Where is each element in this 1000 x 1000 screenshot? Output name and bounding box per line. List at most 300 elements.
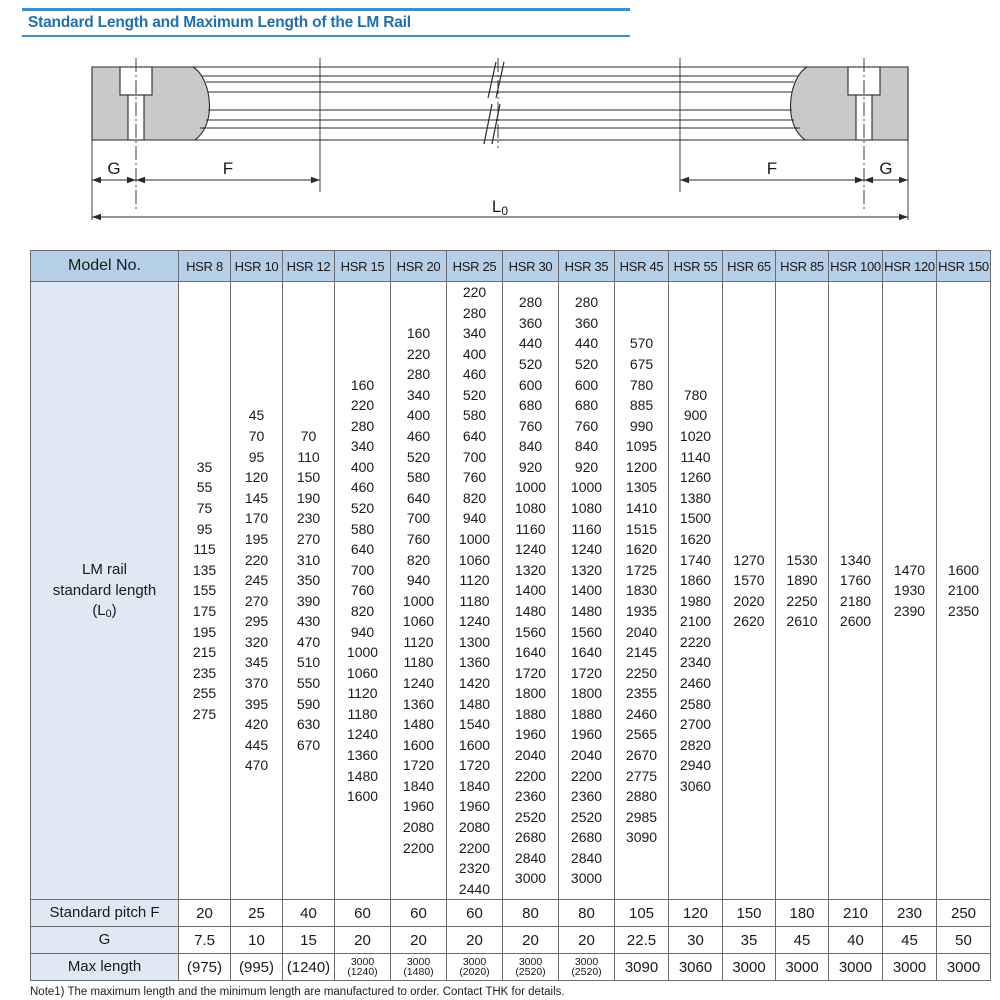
specification-table	[30, 250, 989, 981]
length-value: 2250	[786, 592, 818, 609]
g-14: 50	[937, 927, 991, 954]
max-length-12: 3000	[829, 954, 883, 981]
length-value: 1515	[625, 520, 658, 537]
max-length-stacked	[391, 957, 446, 978]
length-value: 245	[244, 572, 269, 589]
length-column-14	[937, 282, 991, 900]
length-value: 2820	[679, 736, 712, 753]
length-value: 780	[629, 376, 654, 393]
length-value: 1095	[625, 438, 658, 455]
length-value: 1960	[458, 798, 491, 815]
length-value: 1120	[347, 685, 378, 702]
g-2: 15	[283, 927, 335, 954]
length-value: 640	[350, 541, 375, 558]
length-value: 220	[350, 397, 375, 414]
length-value: 1480	[402, 716, 435, 733]
length-value: 1880	[514, 705, 547, 722]
length-value: 2350	[947, 602, 980, 619]
length-value: 120	[244, 469, 269, 486]
length-value: 760	[462, 469, 487, 486]
length-column-2	[283, 282, 335, 900]
length-value: 1640	[570, 644, 603, 661]
length-value: 280	[574, 294, 599, 311]
length-value: 1530	[786, 551, 818, 568]
length-value: 1180	[459, 592, 490, 609]
max-length-11: 3000	[776, 954, 829, 981]
length-value: 1000	[346, 644, 379, 661]
length-value: 680	[574, 397, 599, 414]
length-value: 700	[406, 510, 431, 527]
max-length-stacked	[335, 957, 390, 978]
length-value: 270	[296, 530, 321, 547]
g-7: 20	[559, 927, 615, 954]
max-length-14: 3000	[937, 954, 991, 981]
length-value: 1360	[402, 695, 435, 712]
length-value: 1380	[679, 489, 712, 506]
table-standard-length-row	[31, 282, 991, 900]
label-line-2: standard length	[52, 581, 157, 599]
length-value: 360	[574, 314, 599, 331]
header-model-5: HSR 25	[447, 251, 503, 282]
length-value: 520	[574, 356, 599, 373]
length-value: 1720	[570, 664, 603, 681]
length-value: 1480	[570, 602, 603, 619]
length-value: 220	[462, 284, 487, 300]
length-value: 1480	[458, 695, 491, 712]
lm-rail-spec-table	[30, 250, 991, 981]
pitch-13: 230	[883, 900, 937, 927]
break-symbol	[484, 62, 504, 144]
length-value: 520	[462, 386, 487, 403]
header-model-3: HSR 15	[335, 251, 391, 282]
g-10: 35	[723, 927, 776, 954]
length-value: 1600	[458, 736, 491, 753]
pitch-1: 25	[231, 900, 283, 927]
length-value: 1020	[679, 428, 712, 445]
length-value: 2250	[625, 664, 658, 681]
pitch-3: 60	[335, 900, 391, 927]
length-value: 45	[248, 407, 265, 424]
length-value: 1725	[625, 561, 658, 578]
max-length-stacked	[503, 957, 558, 978]
length-value: 310	[296, 551, 321, 568]
length-value: 35	[196, 458, 213, 475]
length-value: 1180	[347, 705, 378, 722]
length-value: 1800	[514, 685, 547, 702]
length-value: 1890	[786, 572, 818, 589]
length-value: 1000	[514, 479, 547, 496]
header-model-9: HSR 55	[669, 251, 723, 282]
length-value: 2840	[570, 849, 603, 866]
length-value: 440	[574, 335, 599, 352]
length-value: 1620	[679, 530, 712, 547]
length-value: 1060	[402, 613, 435, 630]
length-value: 2460	[625, 705, 658, 722]
length-value: 195	[244, 530, 269, 547]
length-value: 1540	[458, 716, 491, 733]
length-value: 2040	[570, 747, 603, 763]
length-value: 2020	[733, 592, 765, 609]
length-value: 2200	[514, 767, 547, 784]
length-value: 1320	[514, 561, 547, 578]
length-value: 2360	[514, 788, 547, 805]
length-value: 1340	[839, 551, 872, 568]
lm-rail-length-diagram	[30, 52, 970, 242]
header-model-2: HSR 12	[283, 251, 335, 282]
length-value: 2620	[733, 613, 765, 630]
max-length-secondary: (2020)	[459, 966, 490, 979]
pitch-7: 80	[559, 900, 615, 927]
max-length-4	[391, 954, 447, 981]
length-column-10	[723, 282, 776, 900]
row-label-g: G	[31, 927, 179, 954]
length-value: 2200	[570, 767, 603, 784]
length-value: 2390	[893, 602, 926, 619]
header-model-7: HSR 35	[559, 251, 615, 282]
length-value: 195	[192, 623, 217, 640]
header-model-8: HSR 45	[615, 251, 669, 282]
row-label-standard-length	[31, 282, 179, 900]
length-value: 2080	[458, 819, 491, 836]
length-value: 640	[462, 428, 487, 445]
length-value: 460	[406, 428, 431, 445]
max-length-0: (975)	[179, 954, 231, 981]
length-value: 1720	[402, 757, 435, 774]
length-column-13	[883, 282, 937, 900]
pitch-0: 20	[179, 900, 231, 927]
max-length-stacked	[559, 957, 614, 978]
max-length-6	[503, 954, 559, 981]
length-value: 2355	[625, 685, 658, 702]
length-value: 155	[192, 582, 217, 599]
length-value: 1000	[570, 479, 603, 496]
diagram-svg	[30, 52, 970, 242]
length-value: 400	[462, 345, 487, 362]
length-value: 2565	[625, 726, 658, 743]
length-value: 1960	[402, 798, 435, 815]
max-length-secondary: (1240)	[347, 966, 378, 979]
length-value: 1080	[570, 500, 603, 517]
length-value: 900	[683, 407, 708, 424]
length-value: 1600	[402, 736, 435, 753]
pitch-6: 80	[503, 900, 559, 927]
length-value: 3000	[514, 870, 547, 887]
length-column-4	[391, 282, 447, 900]
length-value: 2610	[786, 613, 818, 630]
diagram-label-f-right: F	[766, 159, 778, 178]
length-value: 940	[462, 510, 487, 527]
length-value: 920	[574, 458, 599, 475]
length-value: 2840	[514, 849, 547, 866]
length-value: 470	[244, 757, 269, 774]
length-value: 1120	[403, 633, 434, 650]
diagram-label-g-right: G	[879, 159, 893, 178]
length-value: 820	[406, 551, 431, 568]
length-value: 2180	[839, 592, 872, 609]
length-value: 700	[350, 561, 375, 578]
length-value: 70	[248, 428, 265, 445]
length-column-7	[559, 282, 615, 900]
pitch-9: 120	[669, 900, 723, 927]
length-value: 820	[462, 489, 487, 506]
length-value: 2700	[679, 716, 712, 733]
length-value: 2220	[679, 633, 712, 650]
length-value: 270	[244, 592, 269, 609]
length-column-5	[447, 282, 503, 900]
length-value: 175	[192, 602, 217, 619]
length-value: 1060	[458, 551, 491, 568]
length-value: 680	[518, 397, 543, 414]
length-value: 820	[350, 602, 375, 619]
table-max-length-row	[31, 954, 991, 981]
length-value: 75	[196, 500, 213, 517]
length-value: 675	[629, 356, 654, 373]
max-length-secondary: (2520)	[571, 966, 602, 979]
length-value: 295	[244, 613, 269, 630]
length-value: 360	[518, 314, 543, 331]
length-value: 1320	[570, 561, 603, 578]
length-value: 1180	[403, 654, 434, 671]
length-value: 1240	[402, 674, 435, 691]
length-value: 520	[406, 448, 431, 465]
length-column-9	[669, 282, 723, 900]
g-3: 20	[335, 927, 391, 954]
length-value: 2080	[402, 819, 435, 836]
length-value: 190	[296, 489, 321, 506]
g-0: 7.5	[179, 927, 231, 954]
g-13: 45	[883, 927, 937, 954]
header-model-0: HSR 8	[179, 251, 231, 282]
max-length-stacked	[447, 957, 502, 978]
length-value: 1640	[514, 644, 547, 661]
max-length-5	[447, 954, 503, 981]
length-value: 670	[296, 736, 321, 753]
length-column-11	[776, 282, 829, 900]
length-value: 390	[296, 592, 321, 609]
length-value: 320	[244, 633, 269, 650]
length-value: 580	[350, 520, 375, 537]
length-value: 1240	[346, 726, 379, 743]
length-value: 760	[518, 417, 543, 434]
table-pitch-row	[31, 900, 991, 927]
length-value: 1300	[458, 633, 491, 650]
length-column-12	[829, 282, 883, 900]
g-6: 20	[503, 927, 559, 954]
length-value: 2600	[839, 613, 872, 630]
length-value: 280	[518, 294, 543, 311]
length-value: 95	[248, 448, 265, 465]
length-value: 280	[406, 366, 431, 383]
max-length-primary: 3000	[574, 955, 599, 968]
length-value: 340	[462, 325, 487, 342]
length-value: 1570	[733, 572, 765, 589]
length-value: 1400	[570, 582, 603, 599]
length-value: 1800	[570, 685, 603, 702]
length-value: 2200	[458, 839, 491, 856]
length-value: 230	[296, 510, 321, 527]
length-value: 760	[350, 582, 375, 599]
length-value: 840	[518, 438, 543, 455]
length-value: 280	[350, 417, 375, 434]
heading-rule-bottom	[22, 35, 630, 37]
length-value: 1420	[458, 674, 491, 691]
header-model-no: Model No.	[31, 251, 179, 282]
length-value: 2320	[458, 860, 491, 877]
g-8: 22.5	[615, 927, 669, 954]
length-value: 1200	[625, 458, 658, 475]
length-value: 115	[193, 541, 216, 558]
max-length-secondary: (1480)	[403, 966, 434, 979]
length-value: 1160	[515, 520, 546, 537]
length-value: 1560	[514, 623, 547, 640]
header-model-13: HSR 120	[883, 251, 937, 282]
length-value: 1260	[679, 469, 712, 486]
length-value: 1140	[680, 448, 711, 465]
length-value: 550	[296, 674, 321, 691]
pitch-2: 40	[283, 900, 335, 927]
length-value: 170	[244, 510, 269, 527]
length-value: 2100	[947, 582, 980, 599]
length-value: 2880	[625, 788, 658, 805]
pitch-8: 105	[615, 900, 669, 927]
length-value: 135	[192, 561, 217, 578]
g-9: 30	[669, 927, 723, 954]
length-value: 220	[406, 345, 431, 362]
length-value: 640	[406, 489, 431, 506]
page-title: Standard Length and Maximum Length of the LM Rail	[28, 14, 411, 31]
length-value: 1410	[625, 500, 658, 517]
length-value: 1060	[346, 664, 379, 681]
length-value: 370	[244, 674, 269, 691]
length-value: 2440	[458, 880, 491, 897]
length-value: 940	[406, 572, 431, 589]
length-value: 1240	[570, 541, 603, 558]
header-model-6: HSR 30	[503, 251, 559, 282]
length-value: 780	[683, 386, 708, 403]
label-line-3: $(L_0)$	[92, 601, 117, 620]
length-value: 1930	[893, 582, 926, 599]
length-value: 630	[296, 716, 321, 733]
length-value: 940	[350, 623, 375, 640]
length-value: 1080	[514, 500, 547, 517]
pitch-14: 250	[937, 900, 991, 927]
length-value: 2775	[625, 767, 658, 784]
max-length-8: 3090	[615, 954, 669, 981]
diagram-label-g-left: G	[107, 159, 121, 178]
length-value: 430	[296, 613, 321, 630]
length-value: 420	[244, 716, 269, 733]
max-length-primary: 3000	[462, 955, 487, 968]
table-header-row	[31, 251, 991, 282]
length-value: 1935	[625, 602, 658, 619]
length-value: 1720	[458, 757, 491, 774]
length-value: 1270	[733, 551, 765, 568]
length-value: 2200	[402, 839, 435, 856]
length-value: 1620	[625, 541, 658, 558]
length-value: 580	[406, 469, 431, 486]
length-value: 340	[350, 438, 375, 455]
length-value: 400	[350, 458, 375, 475]
length-value: 215	[192, 644, 217, 661]
length-value: 445	[244, 736, 269, 753]
length-value: 1600	[346, 788, 379, 805]
length-value: 1360	[346, 747, 379, 763]
length-value: 400	[406, 407, 431, 424]
length-value: 520	[518, 356, 543, 373]
row-label-max-length: Max length	[31, 954, 179, 981]
length-value: 700	[462, 448, 487, 465]
length-value: 1400	[514, 582, 547, 599]
length-value: 1160	[571, 520, 602, 537]
length-value: 570	[629, 335, 654, 352]
length-value: 2520	[514, 808, 547, 825]
length-value: 220	[244, 551, 269, 568]
length-value: 920	[518, 458, 543, 475]
length-value: 1000	[458, 530, 491, 547]
length-column-6	[503, 282, 559, 900]
length-value: 460	[350, 479, 375, 496]
length-value: 1960	[570, 726, 603, 743]
header-model-12: HSR 100	[829, 251, 883, 282]
length-column-8	[615, 282, 669, 900]
length-value: 2520	[570, 808, 603, 825]
max-length-10: 3000	[723, 954, 776, 981]
length-value: 1960	[514, 726, 547, 743]
row-label-pitch: Standard pitch F	[31, 900, 179, 927]
diagram-label-l0: L0	[491, 197, 509, 218]
length-value: 70	[300, 428, 317, 445]
length-value: 990	[629, 417, 654, 434]
length-value: 600	[518, 376, 543, 393]
length-value: 2670	[625, 747, 658, 763]
length-value: 2460	[679, 674, 712, 691]
length-value: 235	[192, 664, 217, 681]
length-value: 160	[350, 376, 375, 393]
length-value: 2360	[570, 788, 603, 805]
length-value: 2680	[514, 829, 547, 846]
length-value: 760	[574, 417, 599, 434]
length-value: 1830	[625, 582, 658, 599]
header-model-14: HSR 150	[937, 251, 991, 282]
length-value: 580	[462, 407, 487, 424]
length-value: 350	[296, 572, 321, 589]
length-value: 1840	[458, 777, 491, 794]
max-length-13: 3000	[883, 954, 937, 981]
length-column-1	[231, 282, 283, 900]
length-value: 1740	[679, 551, 712, 568]
footnote: Note1) The maximum length and the minimum length are manufactured to order. Contact THK for details.	[30, 986, 565, 998]
length-value: 1470	[893, 561, 926, 578]
length-value: 280	[462, 304, 487, 321]
length-value: 160	[406, 325, 431, 342]
g-1: 10	[231, 927, 283, 954]
max-length-secondary: (2520)	[515, 966, 546, 979]
length-value: 1560	[570, 623, 603, 640]
section-heading	[22, 8, 630, 37]
g-12: 40	[829, 927, 883, 954]
length-value: 1120	[459, 572, 490, 589]
length-value: 1000	[402, 592, 435, 609]
max-length-primary: 3000	[406, 955, 431, 968]
length-value: 255	[192, 685, 217, 702]
length-value: 1240	[458, 613, 491, 630]
length-value: 2100	[679, 613, 712, 630]
length-value: 1880	[570, 705, 603, 722]
length-value: 395	[244, 695, 269, 712]
length-value: 1860	[679, 572, 712, 589]
length-value: 95	[196, 520, 213, 537]
max-length-2: (1240)	[283, 954, 335, 981]
